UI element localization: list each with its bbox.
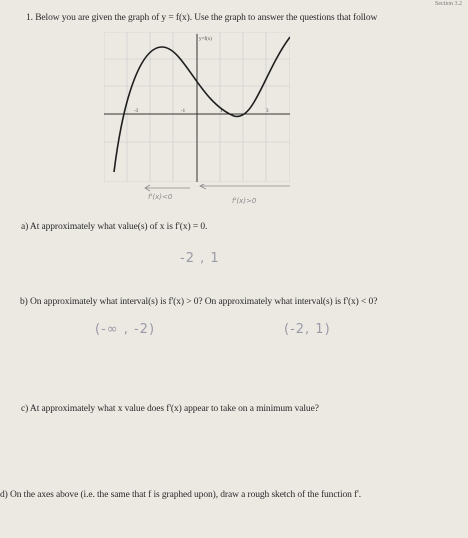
x-tick-label: 1 — [220, 109, 223, 114]
question-c: c) At approximately what x value does f'(x) appear to take on a minimum value? — [21, 404, 319, 414]
corner-note: Section 3.2 — [435, 1, 462, 7]
intro-text: 1. Below you are given the graph of y = f(x). Use the graph to answer the questions that follow — [26, 13, 378, 23]
answer-b-right: (-2, 1) — [284, 322, 331, 337]
function-curve — [114, 37, 290, 172]
question-d: d) On the axes above (i.e. the same that f is graphed upon), draw a rough sketch of the function f'. — [0, 490, 362, 500]
sign-arrow-lines — [140, 184, 300, 192]
function-graph — [104, 32, 290, 182]
x-tick-label: 3 — [266, 109, 269, 114]
left-sign-note: f'(x)<0 — [148, 193, 173, 201]
answer-b-left: (-∞ , -2) — [95, 322, 156, 337]
answer-a: -2 , 1 — [180, 251, 220, 266]
graph-svg — [104, 32, 290, 182]
question-a: a) At approximately what value(s) of x is f'(x) = 0. — [21, 222, 208, 232]
question-b: b) On approximately what interval(s) is f'(x) > 0? On approximately what interval(s) is f'(x) < 0? — [20, 297, 378, 307]
x-tick-label: -1 — [181, 109, 186, 114]
right-sign-note: f'(x)>0 — [232, 197, 257, 205]
x-tick-label: -3 — [134, 109, 139, 114]
y-axis-label: y=f(x) — [199, 37, 212, 42]
